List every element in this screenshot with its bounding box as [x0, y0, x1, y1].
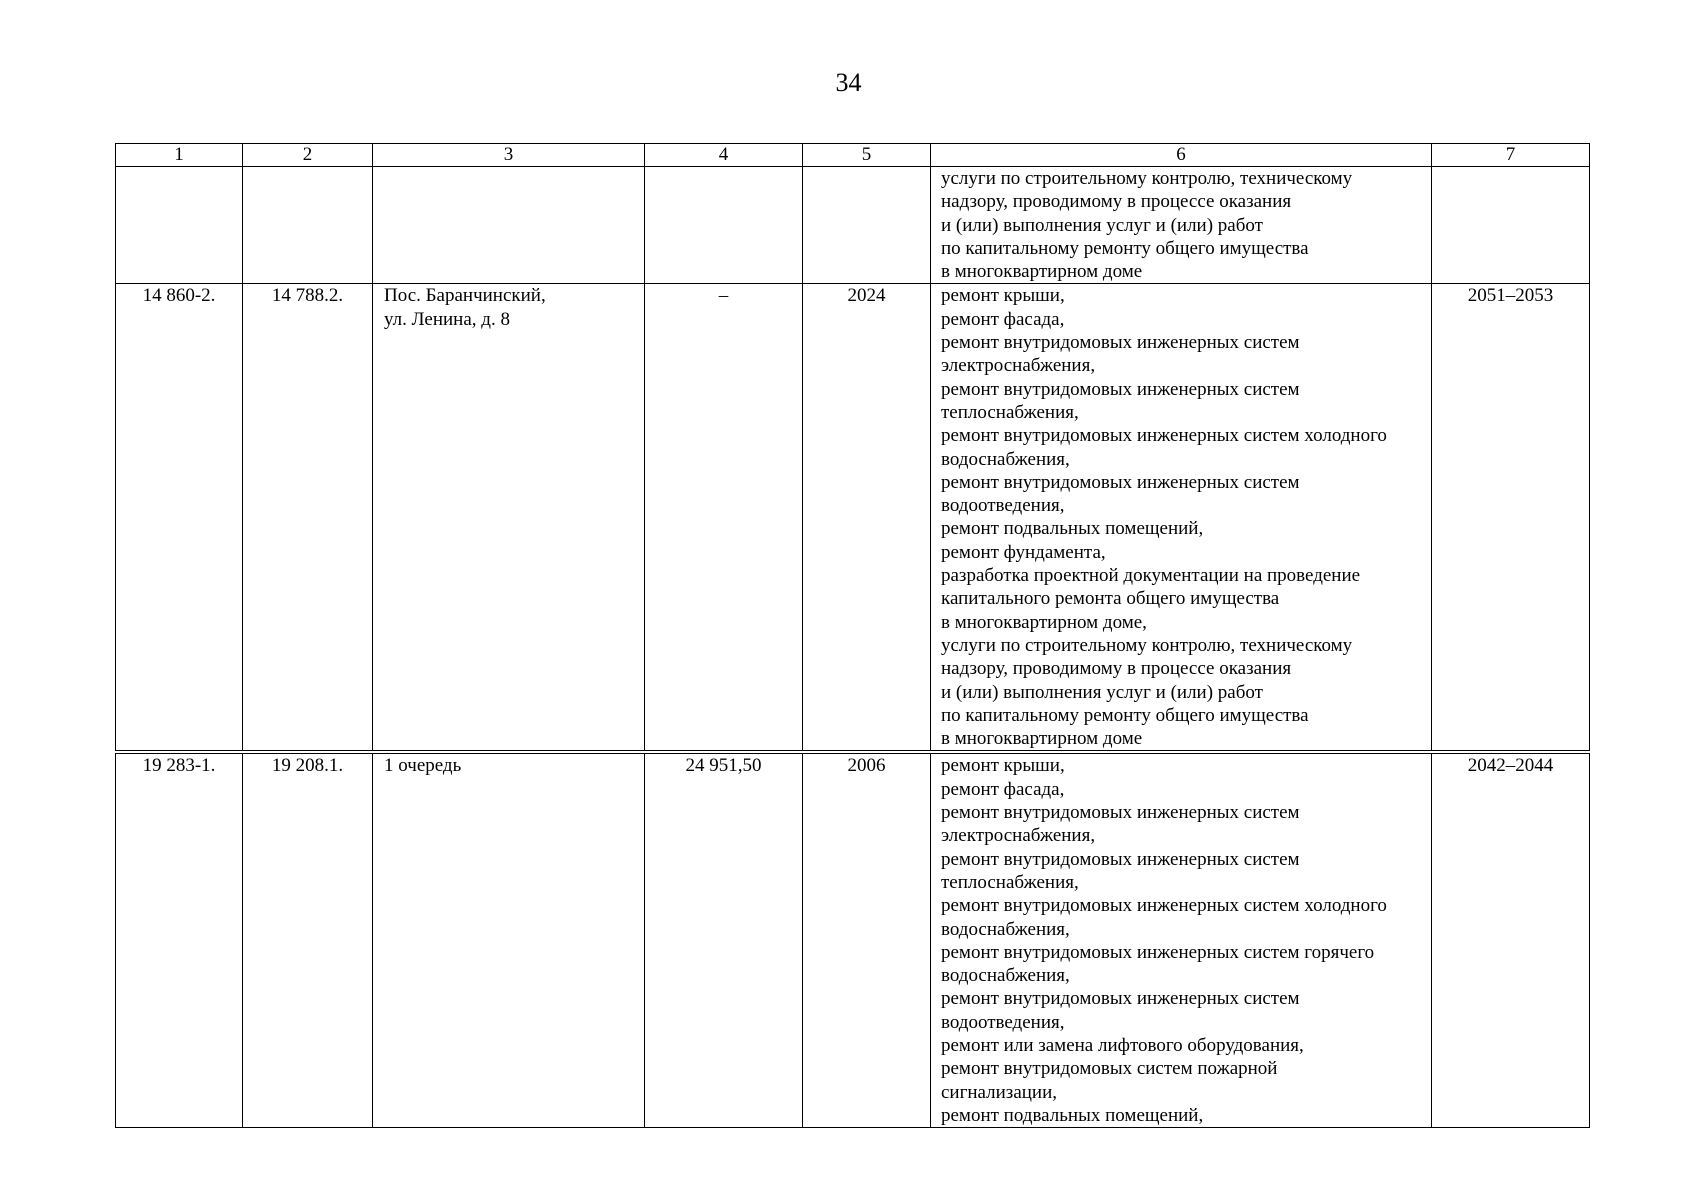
work-item: водоснабжения,: [941, 918, 1070, 940]
work-item: водоотведения,: [941, 495, 1065, 517]
work-item: разработка проектной документации на проведение: [941, 565, 1361, 587]
table-body: [116, 167, 1590, 1128]
works-cell: [931, 167, 1432, 284]
column-header: 1: [116, 144, 243, 167]
table-row: [116, 284, 1590, 752]
address-cell: [373, 284, 645, 752]
address-line: ул. Ленина, д. 8: [384, 308, 510, 330]
work-item: ремонт фундамента,: [941, 541, 1106, 563]
area-cell: [645, 167, 803, 284]
work-item: ремонт внутридомовых инженерных систем: [941, 988, 1300, 1010]
year-cell: [803, 167, 931, 284]
lot-number-cell: [116, 167, 243, 284]
work-item: ремонт внутридомовых инженерных систем: [941, 471, 1300, 493]
work-item: ремонт фасада,: [941, 308, 1065, 330]
works-list: [941, 754, 1425, 1127]
work-item: водоснабжения,: [941, 965, 1070, 987]
work-item: надзору, проводимому в процессе оказания: [941, 658, 1292, 680]
table-row: [116, 752, 1590, 1127]
work-item: услуги по строительному контролю, техническому: [941, 168, 1353, 189]
work-item: ремонт внутридомовых инженерных систем холодного: [941, 895, 1387, 917]
work-item: в многоквартирном доме: [941, 728, 1143, 750]
year-cell: 2024: [803, 284, 931, 752]
work-item: ремонт внутридомовых инженерных систем холодного: [941, 425, 1387, 447]
work-item: водоснабжения,: [941, 448, 1070, 470]
work-item: водоотведения,: [941, 1011, 1065, 1033]
period-cell: 2042–2044: [1432, 752, 1590, 1127]
works-cell: [931, 752, 1432, 1127]
period-cell: [1432, 167, 1590, 284]
work-item: надзору, проводимому в процессе оказания: [941, 191, 1292, 213]
work-item: и (или) выполнения услуг и (или) работ: [941, 681, 1263, 703]
area-cell: –: [645, 284, 803, 752]
work-item: теплоснабжения,: [941, 401, 1079, 423]
period-cell: 2051–2053: [1432, 284, 1590, 752]
work-item: в многоквартирном доме,: [941, 611, 1147, 633]
lot-number-cell: 14 860-2.: [116, 284, 243, 752]
table-row: [116, 167, 1590, 284]
work-item: ремонт подвальных помещений,: [941, 1104, 1204, 1126]
house-code-cell: [243, 167, 373, 284]
house-code-cell: 14 788.2.: [243, 284, 373, 752]
work-item: электроснабжения,: [941, 825, 1096, 847]
works-cell: [931, 284, 1432, 752]
column-header: 6: [931, 144, 1432, 167]
address-cell: [373, 752, 645, 1127]
work-item: ремонт или замена лифтового оборудования,: [941, 1034, 1304, 1056]
work-item: по капитальному ремонту общего имущества: [941, 237, 1309, 259]
work-item: ремонт подвальных помещений,: [941, 518, 1204, 540]
house-code-cell: 19 208.1.: [243, 752, 373, 1127]
work-item: по капитальному ремонту общего имущества: [941, 704, 1309, 726]
work-item: ремонт фасада,: [941, 778, 1065, 800]
address-cell: [373, 167, 645, 284]
work-item: ремонт внутридомовых систем пожарной: [941, 1058, 1278, 1080]
address-line: Пос. Баранчинский,: [384, 285, 546, 307]
work-item: электроснабжения,: [941, 355, 1096, 377]
column-header: 5: [803, 144, 931, 167]
works-list: [941, 284, 1425, 750]
work-item: ремонт внутридомовых инженерных систем: [941, 802, 1300, 824]
address-line: 1 очередь: [384, 755, 462, 777]
work-item: услуги по строительному контролю, техническому: [941, 634, 1353, 656]
column-header: 4: [645, 144, 803, 167]
table-header-row: [116, 144, 1590, 167]
work-item: ремонт крыши,: [941, 285, 1065, 307]
work-item: ремонт крыши,: [941, 755, 1065, 777]
area-cell: 24 951,50: [645, 752, 803, 1127]
work-item: ремонт внутридомовых инженерных систем горячего: [941, 941, 1375, 963]
lot-number-cell: 19 283-1.: [116, 752, 243, 1127]
work-item: и (или) выполнения услуг и (или) работ: [941, 214, 1263, 236]
capital-repair-table: [115, 143, 1590, 1128]
work-item: сигнализации,: [941, 1081, 1058, 1103]
work-item: теплоснабжения,: [941, 871, 1079, 893]
page-number: 34: [835, 68, 862, 97]
work-item: ремонт внутридомовых инженерных систем: [941, 848, 1300, 870]
column-header: 7: [1432, 144, 1590, 167]
work-item: в многоквартирном доме: [941, 261, 1143, 283]
work-item: ремонт внутридомовых инженерных систем: [941, 378, 1300, 400]
column-header: 3: [373, 144, 645, 167]
year-cell: 2006: [803, 752, 931, 1127]
work-item: капитального ремонта общего имущества: [941, 588, 1280, 610]
works-list: [941, 167, 1425, 283]
column-header: 2: [243, 144, 373, 167]
work-item: ремонт внутридомовых инженерных систем: [941, 332, 1300, 354]
